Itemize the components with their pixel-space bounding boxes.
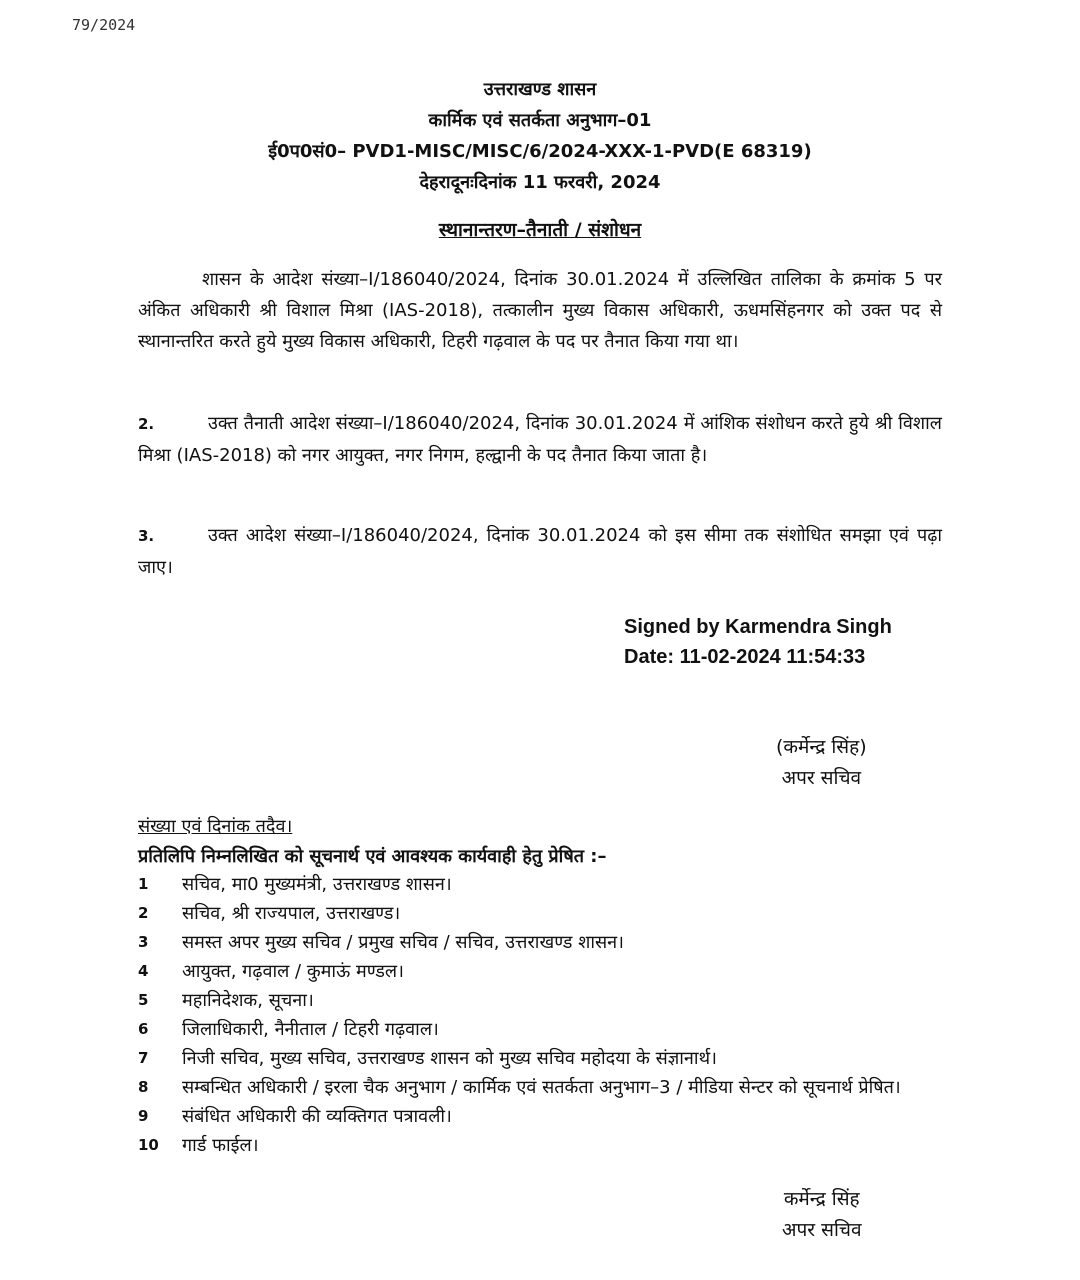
paragraph-1: शासन के आदेश संख्या–I/186040/2024, दिनांक 30.01.2024 में उल्लिखित तालिका के क्रमांक 5 पर अंकित अधिकारी श्री विशाल मिश्रा (IAS-2018), तत्कालीन मुख्य विकास अधिकारी, ऊधमसिंहनगर को उक्त पद से स्थानान्तरित करते हुये मुख्य विकास अधिकारी, टिहरी गढ़वाल के पद पर तैनात किया गया था। <box>138 269 942 352</box>
subject-heading: स्थानान्तरण–तैनाती / संशोधन <box>438 219 642 241</box>
paragraph-text: उक्त आदेश संख्या–I/186040/2024, दिनांक 30.01.2024 को इस सीमा तक संशोधित समझा एवं पढ़ा जाए। <box>138 525 942 578</box>
copy-section-header <box>138 812 606 872</box>
list-item: 6 जिलाधिकारी, नैनीताल / टिहरी गढ़वाल। <box>138 1019 439 1040</box>
paragraph-text: उक्त तैनाती आदेश संख्या–I/186040/2024, दिनांक 30.01.2024 में आंशिक संशोधन करते हुये श्री विशाल मिश्रा (IAS-2018) को नगर आयुक्त, नगर निगम, हल्द्वानी के पद तैनात किया जाता है। <box>138 413 942 466</box>
document-header <box>0 74 1080 198</box>
officer-name: कर्मेन्द्र सिंह <box>783 1188 860 1210</box>
paragraph-number: 3. <box>138 527 155 545</box>
page-reference-number: 79/2024 <box>72 16 136 34</box>
officer-designation: अपर सचिव <box>781 767 862 789</box>
officer-designation: अपर सचिव <box>782 1219 862 1241</box>
digital-signature-block <box>624 612 892 672</box>
signature-date: Date: 11-02-2024 11:54:33 <box>624 646 866 668</box>
place-date: देहरादूनःदिनांक 11 फरवरी, 2024 <box>419 172 661 193</box>
paragraph-number: 2. <box>138 415 155 433</box>
list-item: 5 महानिदेशक, सूचना। <box>138 990 314 1011</box>
list-item: 7 निजी सचिव, मुख्य सचिव, उत्तराखण्ड शासन को मुख्य सचिव महोदया के संज्ञानार्थ। <box>138 1048 717 1069</box>
list-item: 1 सचिव, मा0 मुख्यमंत्री, उत्तराखण्ड शासन। <box>138 874 452 895</box>
list-item: 8 सम्बन्धित अधिकारी / इरला चैक अनुभाग / कार्मिक एवं सतर्कता अनुभाग–3 / मीडिया सेन्टर को सूचनार्थ प्रेषित। <box>138 1077 901 1098</box>
list-item: 9 संबंधित अधिकारी की व्यक्तिगत पत्रावली। <box>138 1106 452 1127</box>
reference-line: संख्या एवं दिनांक तदैव। <box>138 816 293 837</box>
signing-officer <box>776 732 867 794</box>
footer-signing-officer <box>782 1184 862 1246</box>
department-name: कार्मिक एवं सतर्कता अनुभाग–01 <box>428 110 652 131</box>
list-item: 4 आयुक्त, गढ़वाल / कुमाऊं मण्डल। <box>138 961 404 982</box>
paragraph-2 <box>138 408 942 471</box>
officer-name: (कर्मेन्द्र सिंह) <box>776 736 867 758</box>
list-item: 10 गार्ड फाईल। <box>138 1135 259 1156</box>
file-number: ई0प0सं0– PVD1-MISC/MISC/6/2024-XXX-1-PVD(E 68319) <box>268 141 812 162</box>
list-item: 2 सचिव, श्री राज्यपाल, उत्तराखण्ड। <box>138 903 401 924</box>
government-name: उत्तराखण्ड शासन <box>483 79 597 100</box>
paragraph-3 <box>138 520 942 583</box>
list-item: 3 समस्त अपर मुख्य सचिव / प्रमुख सचिव / सचिव, उत्तराखण्ड शासन। <box>138 932 624 953</box>
signed-by: Signed by Karmendra Singh <box>624 616 892 638</box>
copy-heading: प्रतिलिपि निम्नलिखित को सूचनार्थ एवं आवश्यक कार्यवाही हेतु प्रेषित :– <box>138 846 607 867</box>
copy-recipient-list <box>138 870 918 1160</box>
